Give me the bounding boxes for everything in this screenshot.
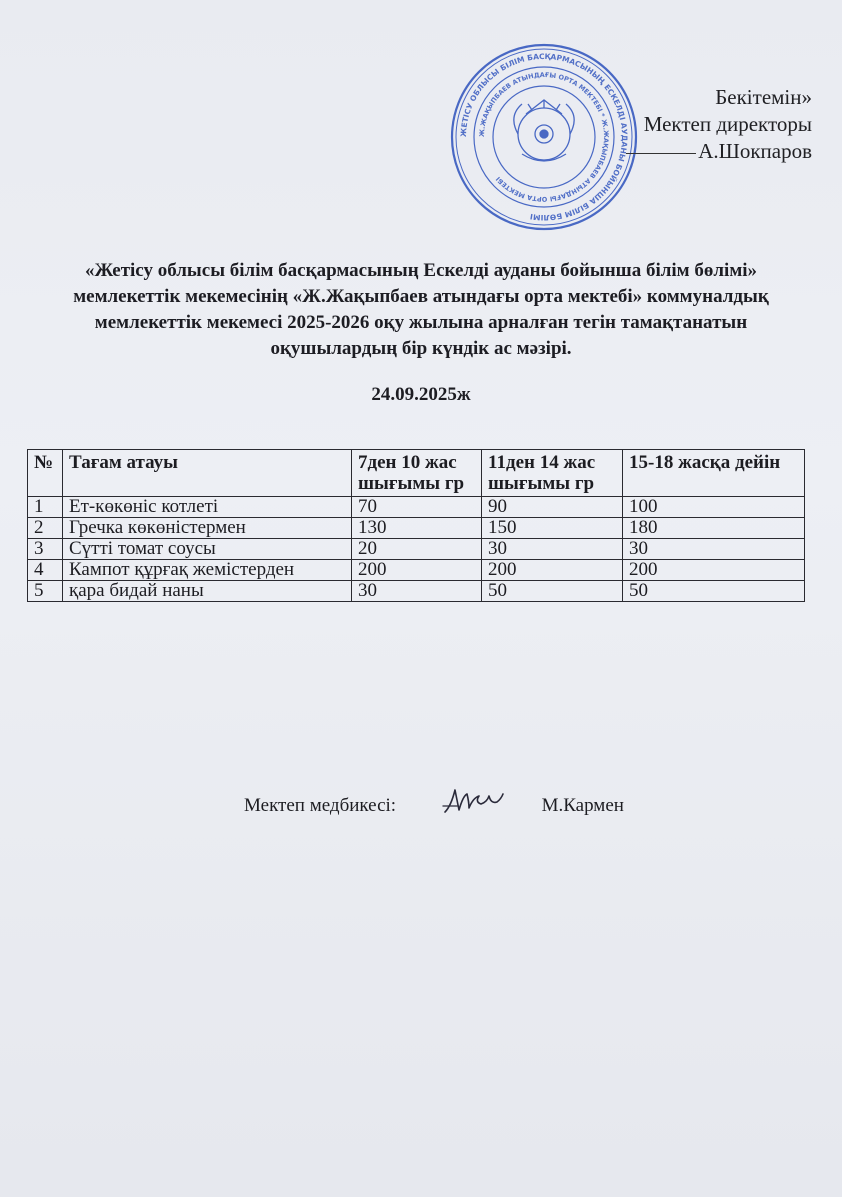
cell-portion-11-14: 50 <box>482 581 623 602</box>
emblem-icon <box>514 100 574 161</box>
cell-portion-15-18: 30 <box>623 539 805 560</box>
cell-number: 5 <box>28 581 63 602</box>
heading-line-4: оқушылардың бір күндік ас мәзірі. <box>270 338 572 359</box>
cell-portion-7-10: 20 <box>352 539 482 560</box>
nurse-label: Мектеп медбикесі: <box>244 795 397 817</box>
cell-number: 3 <box>28 539 63 560</box>
heading-line-2: мемлекеттік мекемесінің «Ж.Жақыпбаев атындағы орта мектебі» коммуналдық <box>73 286 769 307</box>
header-age-11-14: 11ден 14 жас шығымы гр <box>482 450 623 497</box>
cell-portion-15-18: 50 <box>623 581 805 602</box>
stamp-inner-text: Ж.ЖАҚЫПБАЕВ АТЫНДАҒЫ ОРТА МЕКТЕБІ * Ж.ЖАҚЫПБАЕВ АТЫНДАҒЫ ОРТА МЕКТЕБІ <box>477 70 611 204</box>
table-row <box>28 560 805 581</box>
stamp-outer-text: ЖЕТІСУ ОБЛЫСЫ БІЛІМ БАСҚАРМАСЫНЫҢ ЕСКЕЛДІ АУДАНЫ БОЙЫНША БІЛІМ БӨЛІМІ <box>458 51 630 223</box>
nurse-name: М.Кармен <box>541 795 624 817</box>
cell-portion-11-14: 200 <box>482 560 623 581</box>
cell-number: 1 <box>28 497 63 518</box>
signature-line <box>626 153 696 154</box>
cell-portion-7-10: 130 <box>352 518 482 539</box>
menu-table <box>27 449 805 602</box>
heading-line-1: «Жетісу облысы білім басқармасының Ескелді ауданы бойынша білім бөлімі» <box>84 260 758 281</box>
header-number: № <box>28 450 63 497</box>
heading-line-3: мемлекеттік мекемесі 2025-2026 оқу жылына арналған тегін тамақтанатын <box>94 312 748 333</box>
header-dish-name: Тағам атауы <box>63 450 352 497</box>
official-stamp <box>448 42 640 232</box>
cell-portion-11-14: 150 <box>482 518 623 539</box>
cell-number: 4 <box>28 560 63 581</box>
table-row <box>28 497 805 518</box>
director-name: А.Шокпаров <box>698 139 812 163</box>
document-heading <box>30 258 812 408</box>
cell-portion-7-10: 70 <box>352 497 482 518</box>
handwritten-signature-icon <box>441 784 511 818</box>
stamp-seal-icon <box>448 42 640 232</box>
cell-dish: Сүтті томат соусы <box>63 539 352 560</box>
table-row <box>28 518 805 539</box>
cell-portion-15-18: 200 <box>623 560 805 581</box>
approval-block <box>626 84 812 165</box>
nurse-signature-block <box>244 790 624 824</box>
approval-position: Мектеп директоры <box>643 112 812 136</box>
table-row <box>28 581 805 602</box>
table-header-row <box>28 450 805 497</box>
header-age-7-10: 7ден 10 жас шығымы гр <box>352 450 482 497</box>
cell-dish: қара бидай наны <box>63 581 352 602</box>
cell-portion-15-18: 180 <box>623 518 805 539</box>
cell-portion-11-14: 30 <box>482 539 623 560</box>
header-age-15-18: 15-18 жасқа дейін <box>623 450 805 497</box>
cell-dish: Ет-көкөніс котлеті <box>63 497 352 518</box>
approval-signatory <box>626 138 812 165</box>
cell-portion-15-18: 100 <box>623 497 805 518</box>
approval-title: Бекітемін» <box>715 85 812 109</box>
table-row <box>28 539 805 560</box>
menu-date: 24.09.2025ж <box>371 384 471 405</box>
cell-portion-7-10: 30 <box>352 581 482 602</box>
cell-number: 2 <box>28 518 63 539</box>
cell-dish: Кампот құрғақ жемістерден <box>63 560 352 581</box>
cell-dish: Гречка көкөністермен <box>63 518 352 539</box>
cell-portion-11-14: 90 <box>482 497 623 518</box>
cell-portion-7-10: 200 <box>352 560 482 581</box>
